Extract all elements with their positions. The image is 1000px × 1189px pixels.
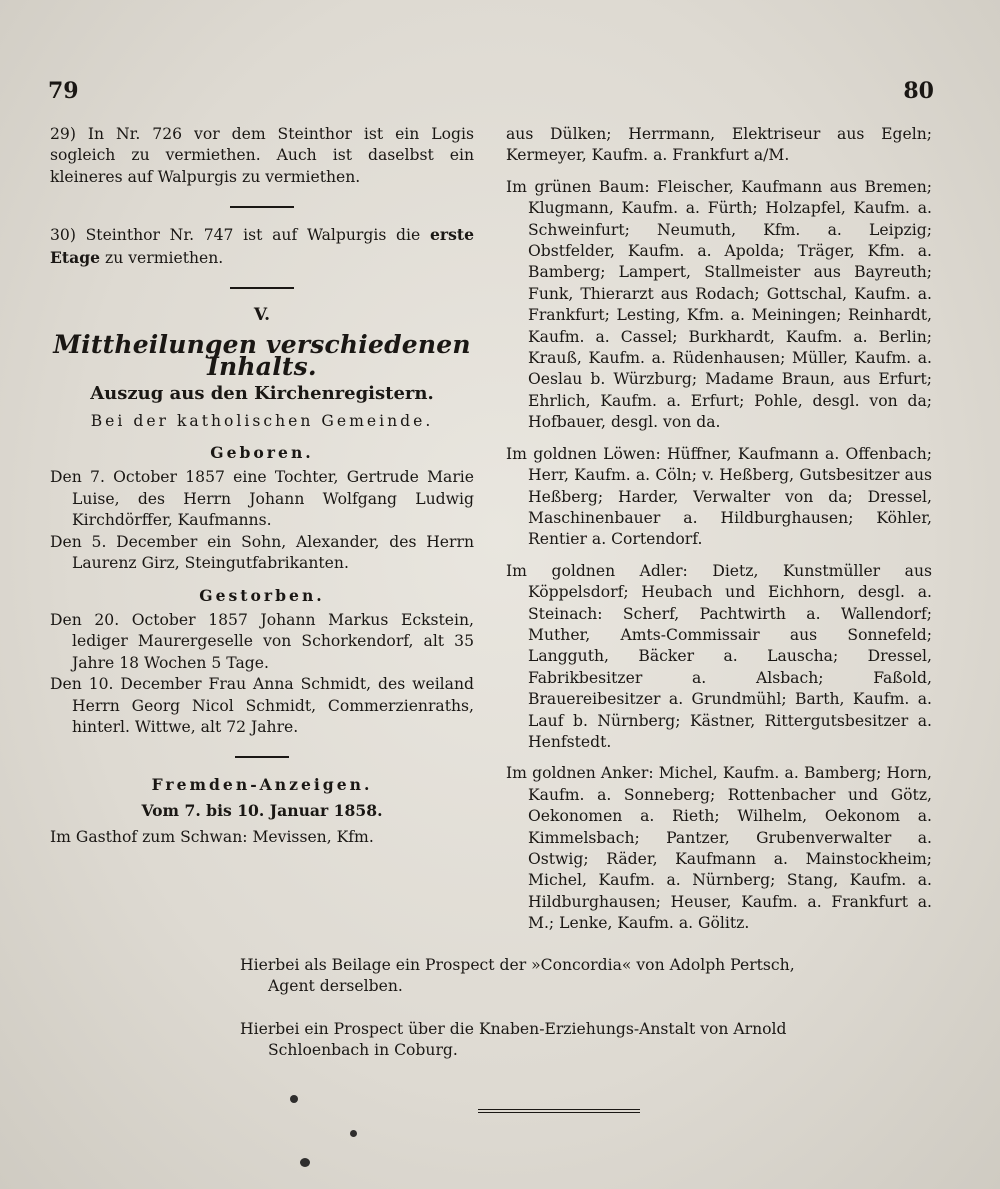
visitors-dates: Vom 7. bis 10. Januar 1858.: [141, 800, 383, 820]
ink-spot: [300, 1158, 310, 1167]
ink-spot: [350, 1130, 357, 1137]
section-subtitle: Auszug aus den Kirchenregistern.: [90, 383, 434, 405]
hotel-schwan-continued: aus Dülken; Herrmann, Elektriseur aus Egeln; Kermeyer, Kaufm. a. Frankfurt a/M.: [506, 125, 932, 165]
footer-notice-concordia: [48, 955, 938, 998]
died-entry: Den 20. October 1857 Johann Markus Eckstein, lediger Maurergeselle von Schorkendorf, alt 35 Jahre 18 Wochen 5 Tage.: [50, 610, 474, 672]
separator: [230, 287, 294, 289]
footer-line: Agent derselben.: [268, 977, 403, 996]
section-title: Mittheilungen verschiedenen Inhalts.: [53, 330, 471, 381]
footer-line: Hierbei ein Prospect über die Knaben-Erziehungs-Anstalt von Arnold: [240, 1020, 787, 1038]
died-heading: Gestorben.: [199, 585, 325, 605]
born-entry: Den 5. December ein Sohn, Alexander, des Herrn Laurenz Girz, Steingutfabrikanten.: [50, 532, 474, 573]
footer-line: Hierbei als Beilage ein Prospect der »Concordia« von Adolph Pertsch,: [240, 956, 795, 974]
footer-line: Schloenbach in Coburg.: [268, 1041, 458, 1060]
separator: [230, 206, 294, 208]
hotel-goldner-anker: Im goldnen Anker: Michel, Kaufm. a. Bamberg; Horn, Kaufm. a. Sonneberg; Rottenbacher und Götz, Oekonomen a. Rieth; Wilhelm, Oekonom a. Kimmelsbach; Pantzer, Grubenverwalter a. Ostwig; Räder, Kaufmann a. Mainstockheim; Michel, Kaufm. a. Nürnberg; Stang, Kaufm. a. Hildburghausen; Heuser, Kaufm. a. Frankfurt a. M.; Lenke, Kaufm. a. Gölitz.: [506, 764, 932, 933]
right-column: [506, 124, 932, 935]
separator: [235, 756, 289, 758]
notice-30-end: zu vermiethen.: [105, 248, 224, 267]
hotel-schwan: Im Gasthof zum Schwan: Mevissen, Kfm.: [50, 828, 374, 847]
visitors-heading: Fremden-Anzeigen.: [151, 775, 373, 795]
ink-spot: [290, 1095, 298, 1103]
left-column: [50, 124, 474, 849]
section-number: V.: [253, 305, 271, 326]
notice-30-text: 30) Steinthor Nr. 747 ist auf Walpurgis die: [50, 226, 421, 245]
hotel-goldner-loewe: Im goldnen Löwen: Hüffner, Kaufmann a. Offenbach; Herr, Kaufm. a. Cöln; v. Heßberg, Gutsbesitzer aus Heßberg; Harder, Verwalter von da; Dressel, Maschinenbauer a. Hildburghausen; Köhler, Rentier a. Cortendorf.: [506, 444, 932, 549]
notice-29: 29) In Nr. 726 vor dem Steinthor ist ein Logis sogleich zu vermiethen. Auch ist daselbst ein kleineres auf Walpurgis zu vermiethen.: [50, 125, 474, 186]
hotel-goldner-adler: Im goldnen Adler: Dietz, Kunstmüller aus Köppelsdorf; Heubach und Eichhorn, desgl. a. Steinach: Scherf, Pachtwirth a. Wallendorf; Muther, Amts-Commissair aus Sonnefeld; Langguth, Bäcker a. Lauscha; Dressel, Fabrikbesitzer a. Alsbach; Faßold, Brauereibesitzer a. Grundmühl; Barth, Kaufm. a. Lauf b. Nürnberg; Kästner, Rittergutsbesitzer a. Henfstedt.: [506, 561, 932, 751]
page-number-right: 80: [903, 78, 934, 104]
notice-30: [50, 224, 474, 269]
community-heading: Bei der katholischen Gemeinde.: [90, 411, 434, 430]
notice-30-emphasis: erste Etage: [50, 225, 474, 267]
hotel-gruener-baum: Im grünen Baum: Fleischer, Kaufmann aus Bremen; Klugmann, Kaufm. a. Fürth; Holzapfel, Kaufm. a. Schweinfurt; Neumuth, Kfm. a. Leipzig; Obstfelder, Kaufm. a. Apolda; Träger, Kfm. a. Bamberg; Lampert, Stallmeister aus Bayreuth; Funk, Thierarzt aus Rodach; Gottschal, Kaufm. a. Frankfurt; Lesting, Kfm. a. Meiningen; Reinhardt, Kaufm. a. Cassel; Burkhardt, Kaufm. a. Berlin; Krauß, Kaufm. a. Rüdenhausen; Müller, Kaufm. a. Oeslau b. Würzburg; Madame Braun, aus Erfurt; Ehrlich, Kaufm. a. Erfurt; Pohle, desgl. von da; Hofbauer, desgl. von da.: [506, 177, 932, 432]
page-number-left: 79: [48, 78, 79, 104]
died-entry: Den 10. December Frau Anna Schmidt, des weiland Herrn Georg Nicol Schmidt, Commerzienraths, hinterl. Wittwe, alt 72 Jahre.: [50, 675, 474, 736]
footer-notice-knaben: [48, 1019, 938, 1062]
born-heading: Geboren.: [210, 443, 314, 463]
closing-rule: [478, 1109, 640, 1113]
born-entry: Den 7. October 1857 eine Tochter, Gertrude Marie Luise, des Herrn Johann Wolfgang Ludwig Kirchdörffer, Kaufmanns.: [50, 468, 474, 530]
